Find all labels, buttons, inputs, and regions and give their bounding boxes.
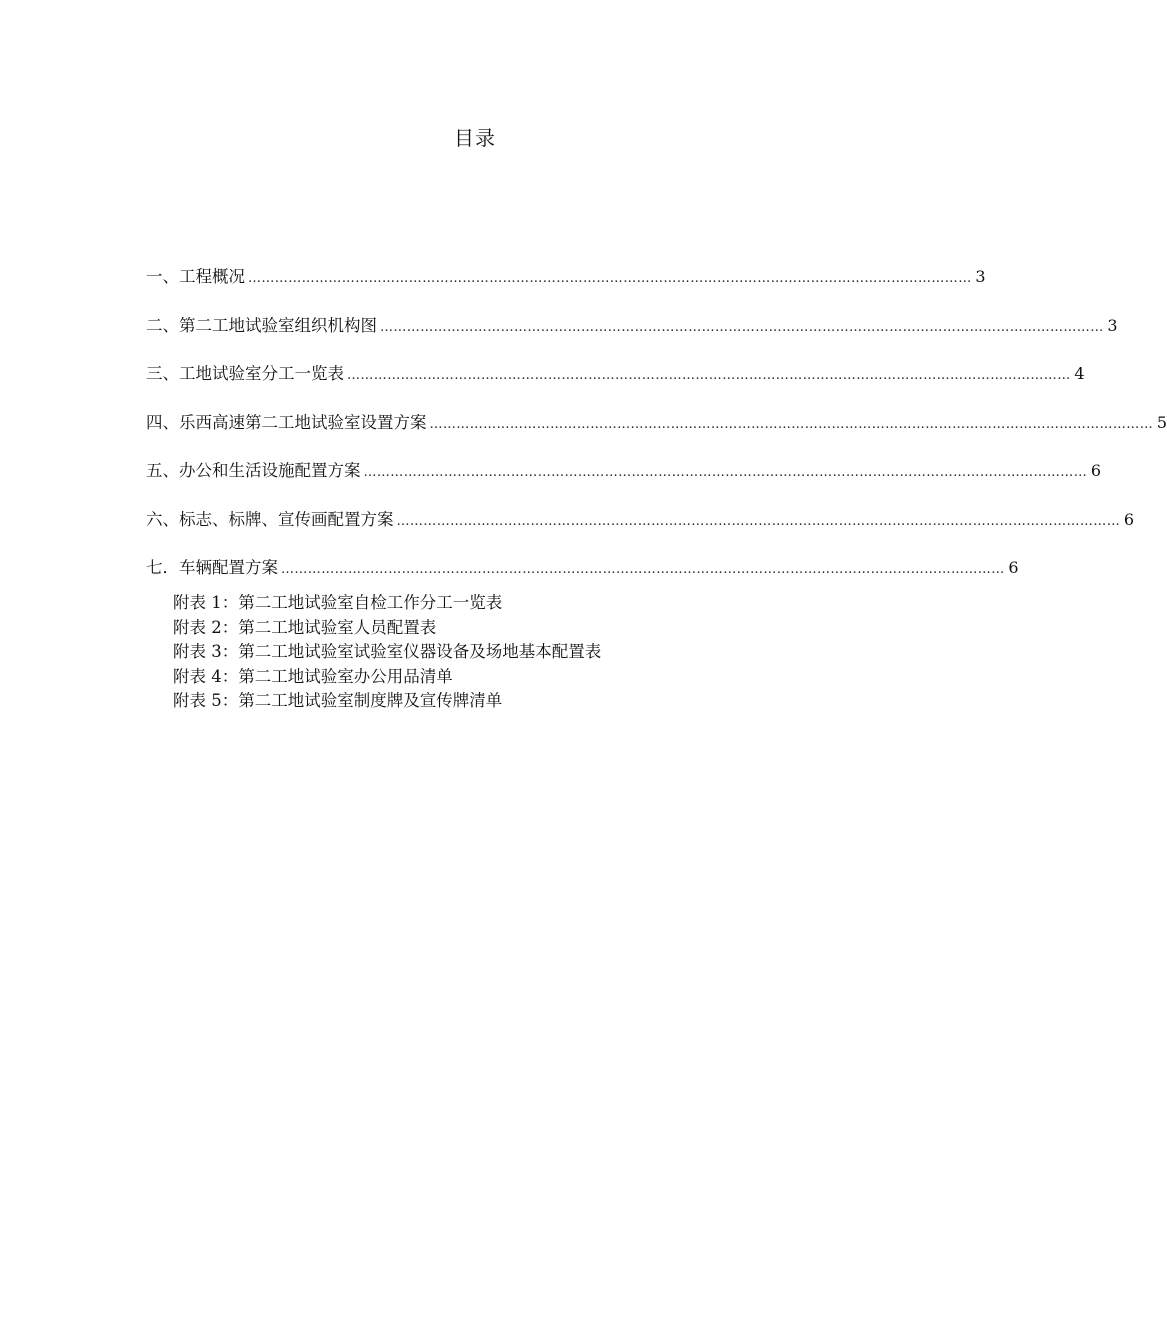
toc-entry-label: 七．车辆配置方案 <box>146 558 278 577</box>
toc-entry-7[interactable] <box>146 554 1019 578</box>
toc-page-number: 3 <box>975 267 986 286</box>
toc-entry-label: 一、工程概况 <box>146 267 245 286</box>
toc-entry-label: 六、标志、标牌、宣传画配置方案 <box>146 509 394 529</box>
page-title: 目录 <box>454 126 496 150</box>
toc-dot-leader: ……………………………………………………………………………………………………………………………………………… <box>363 465 1088 480</box>
toc-page-number: 6 <box>1123 509 1135 529</box>
toc-entry-2[interactable] <box>146 312 1118 336</box>
toc-entry-label: 二、第二工地试验室组织机构图 <box>146 315 377 335</box>
toc-entry-1[interactable] <box>146 263 986 287</box>
toc-dot-leader: ……………………………………………………………………………………………………………………………………………… <box>347 368 1071 383</box>
toc-entry-label: 三、工地试验室分工一览表 <box>146 364 344 383</box>
toc-page-number: 6 <box>1008 558 1019 577</box>
appendix-item-2[interactable]: 附表 2：第二工地试验室人员配置表 <box>173 617 437 637</box>
toc-entry-4[interactable] <box>146 409 1167 433</box>
toc-page-number: 5 <box>1156 412 1167 432</box>
toc-entry-label: 五、办公和生活设施配置方案 <box>146 461 361 480</box>
toc-page-number: 4 <box>1074 364 1085 383</box>
toc-dot-leader: ……………………………………………………………………………………………………………………………………………… <box>429 416 1154 432</box>
appendix-item-1[interactable]: 附表 1：第二工地试验室自检工作分工一览表 <box>173 593 503 612</box>
appendix-item-5[interactable]: 附表 5：第二工地试验室制度牌及宣传牌清单 <box>173 691 503 710</box>
toc-dot-leader: ……………………………………………………………………………………………………………………………………………… <box>248 271 972 286</box>
toc-entry-6[interactable] <box>146 506 1135 530</box>
appendix-list <box>173 591 601 714</box>
toc-entry-3[interactable] <box>146 360 1085 384</box>
toc-dot-leader: ……………………………………………………………………………………………………………………………………………… <box>396 513 1121 529</box>
table-of-contents <box>146 263 1167 578</box>
toc-entry-label: 四、乐西高速第二工地试验室设置方案 <box>146 412 427 432</box>
toc-page-number: 3 <box>1107 315 1118 335</box>
toc-entry-5[interactable] <box>146 457 1102 481</box>
appendix-item-4[interactable]: 附表 4：第二工地试验室办公用品清单 <box>173 666 453 686</box>
toc-dot-leader: ……………………………………………………………………………………………………………………………………………… <box>281 562 1005 577</box>
toc-page-number: 6 <box>1090 461 1102 480</box>
appendix-item-3[interactable]: 附表 3：第二工地试验室试验室仪器设备及场地基本配置表 <box>173 642 602 661</box>
toc-dot-leader: ……………………………………………………………………………………………………………………………………………… <box>380 319 1104 335</box>
